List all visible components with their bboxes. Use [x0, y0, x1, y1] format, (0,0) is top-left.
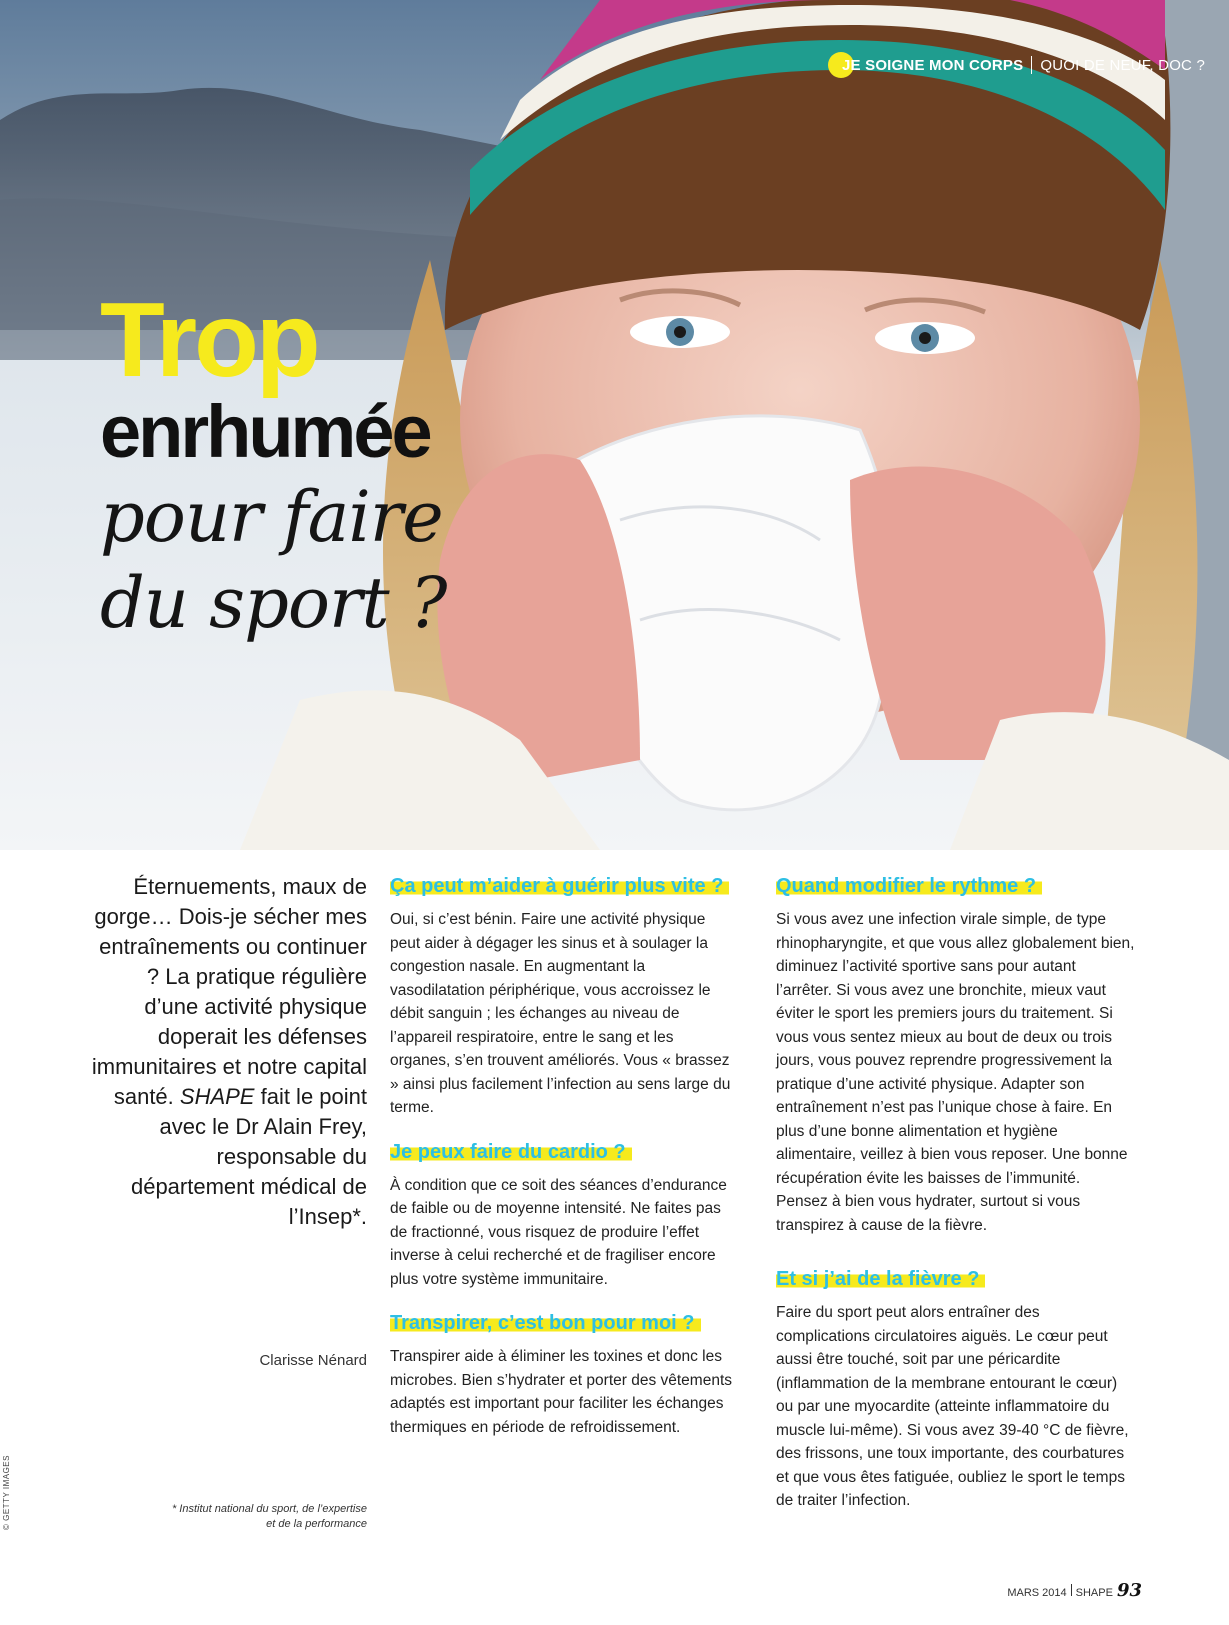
article-section: [390, 872, 735, 1120]
section-secondary: QUOI DE NEUF, DOC ?: [1040, 56, 1205, 74]
section-body: À condition que ce soit des séances d’endurance de faible ou de moyenne intensité. Ne faites pas de fractionné, vous risquez de produire l’effet inverse à celui recherché et de fragiliser encore plus votre système immunitaire.: [390, 1176, 727, 1288]
intro-text-before: Éternuements, maux de gorge… Dois-je sécher mes entraînements ou continuer ? La pratique régulière d’une activité physique doperait les défenses immunitaires et notre capital santé.: [91, 874, 367, 1109]
headline-line-4: du sport ?: [100, 562, 447, 644]
section-primary: JE SOIGNE MON CORPS: [842, 56, 1024, 74]
folio-magazine: SHAPE: [1075, 1587, 1113, 1599]
headline: [100, 281, 447, 646]
section-body: Oui, si c’est bénin. Faire une activité physique peut aider à dégager les sinus et à soulager la congestion nasale. En augmentant la vasodilatation périphérique, vous accroissez le débit sanguin ; les échanges au niveau de l’appareil respiratoire, entre le sang et les organes, s’en trouvent améliorés. Vous « brassez » ainsi plus facilement l’infection au sens large du terme.: [390, 911, 731, 1116]
section-separator: [1031, 56, 1032, 74]
article-section: [390, 1138, 735, 1292]
page-folio: [1007, 1580, 1142, 1601]
section-title: Quand modifier le rythme ?: [776, 875, 1042, 897]
footnote: * Institut national du sport, de l’expertise et de la performance: [171, 1503, 367, 1530]
article-section: [776, 872, 1136, 1237]
section-body: Faire du sport peut alors entraîner des complications circulatoires aiguës. Le cœur peut aussi être touché, soit par une péricardite (inflammation de la membrane entourant le cœur) ou par une myocardite (atteinte inflammatoire du muscle lui-même). Si vous avez 39-40 °C de fièvre, des frissons, une toux importante, des courbatures et que vous êtes fatiguée, oubliez le sport le temps de traiter l’infection.: [776, 1304, 1129, 1509]
folio-date: MARS 2014: [1007, 1587, 1067, 1599]
section-body: Transpirer aide à éliminer les toxines et donc les microbes. Bien s’hydrater et porter des vêtements adaptés est important pour faciliter les échanges thermiques en période de refroidissement.: [390, 1348, 733, 1436]
section-tag: [828, 52, 1205, 78]
article-section: [390, 1309, 735, 1439]
headline-line-2: enrhumée: [100, 390, 430, 473]
section-title: Je peux faire du cardio ?: [390, 1141, 632, 1163]
intro-text: [90, 872, 367, 1232]
folio-separator: [1071, 1584, 1072, 1596]
intro-brand: SHAPE: [179, 1084, 255, 1109]
intro-text-after: fait le point avec le Dr Alain Frey, responsable du département médical de l’Insep*.: [130, 1084, 367, 1229]
section-body: Si vous avez une infection virale simple, de type rhinopharyngite, et que vous allez globalement bien, diminuez l’activité sportive sans pour autant l’arrêter. Si vous avez une bronchite, mieux vaut éviter le sport les premiers jours du traitement. Si vous vous sentez mieux au bout de deux ou trois jours, vous pouvez reprendre progressivement la pratique d’une activité physique. Adapter son entraînement n’est pas l’unique chose à faire. En plus d’une bonne alimentation et hygiène alimentaire, veillez à bien vous reposer. Une bonne récupération évite les baisses de l’immunité. Pensez à bien vous hydrater, surtout si vous transpirez à cause de la fièvre.: [776, 911, 1135, 1234]
section-title: Transpirer, c’est bon pour moi ?: [390, 1312, 701, 1334]
headline-line-1: Trop: [100, 281, 318, 399]
page-number: 93: [1116, 1580, 1142, 1601]
author-name: Clarisse Nénard: [259, 1352, 367, 1369]
section-title: Ça peut m’aider à guérir plus vite ?: [390, 875, 729, 897]
photo-credit: © GETTY IMAGES: [2, 1455, 11, 1530]
article-column-middle: [390, 872, 735, 1457]
article-section: [776, 1265, 1136, 1513]
headline-line-3: pour faire: [100, 476, 443, 558]
article-column-right: [776, 872, 1136, 1531]
section-title: Et si j’ai de la fièvre ?: [776, 1268, 985, 1290]
